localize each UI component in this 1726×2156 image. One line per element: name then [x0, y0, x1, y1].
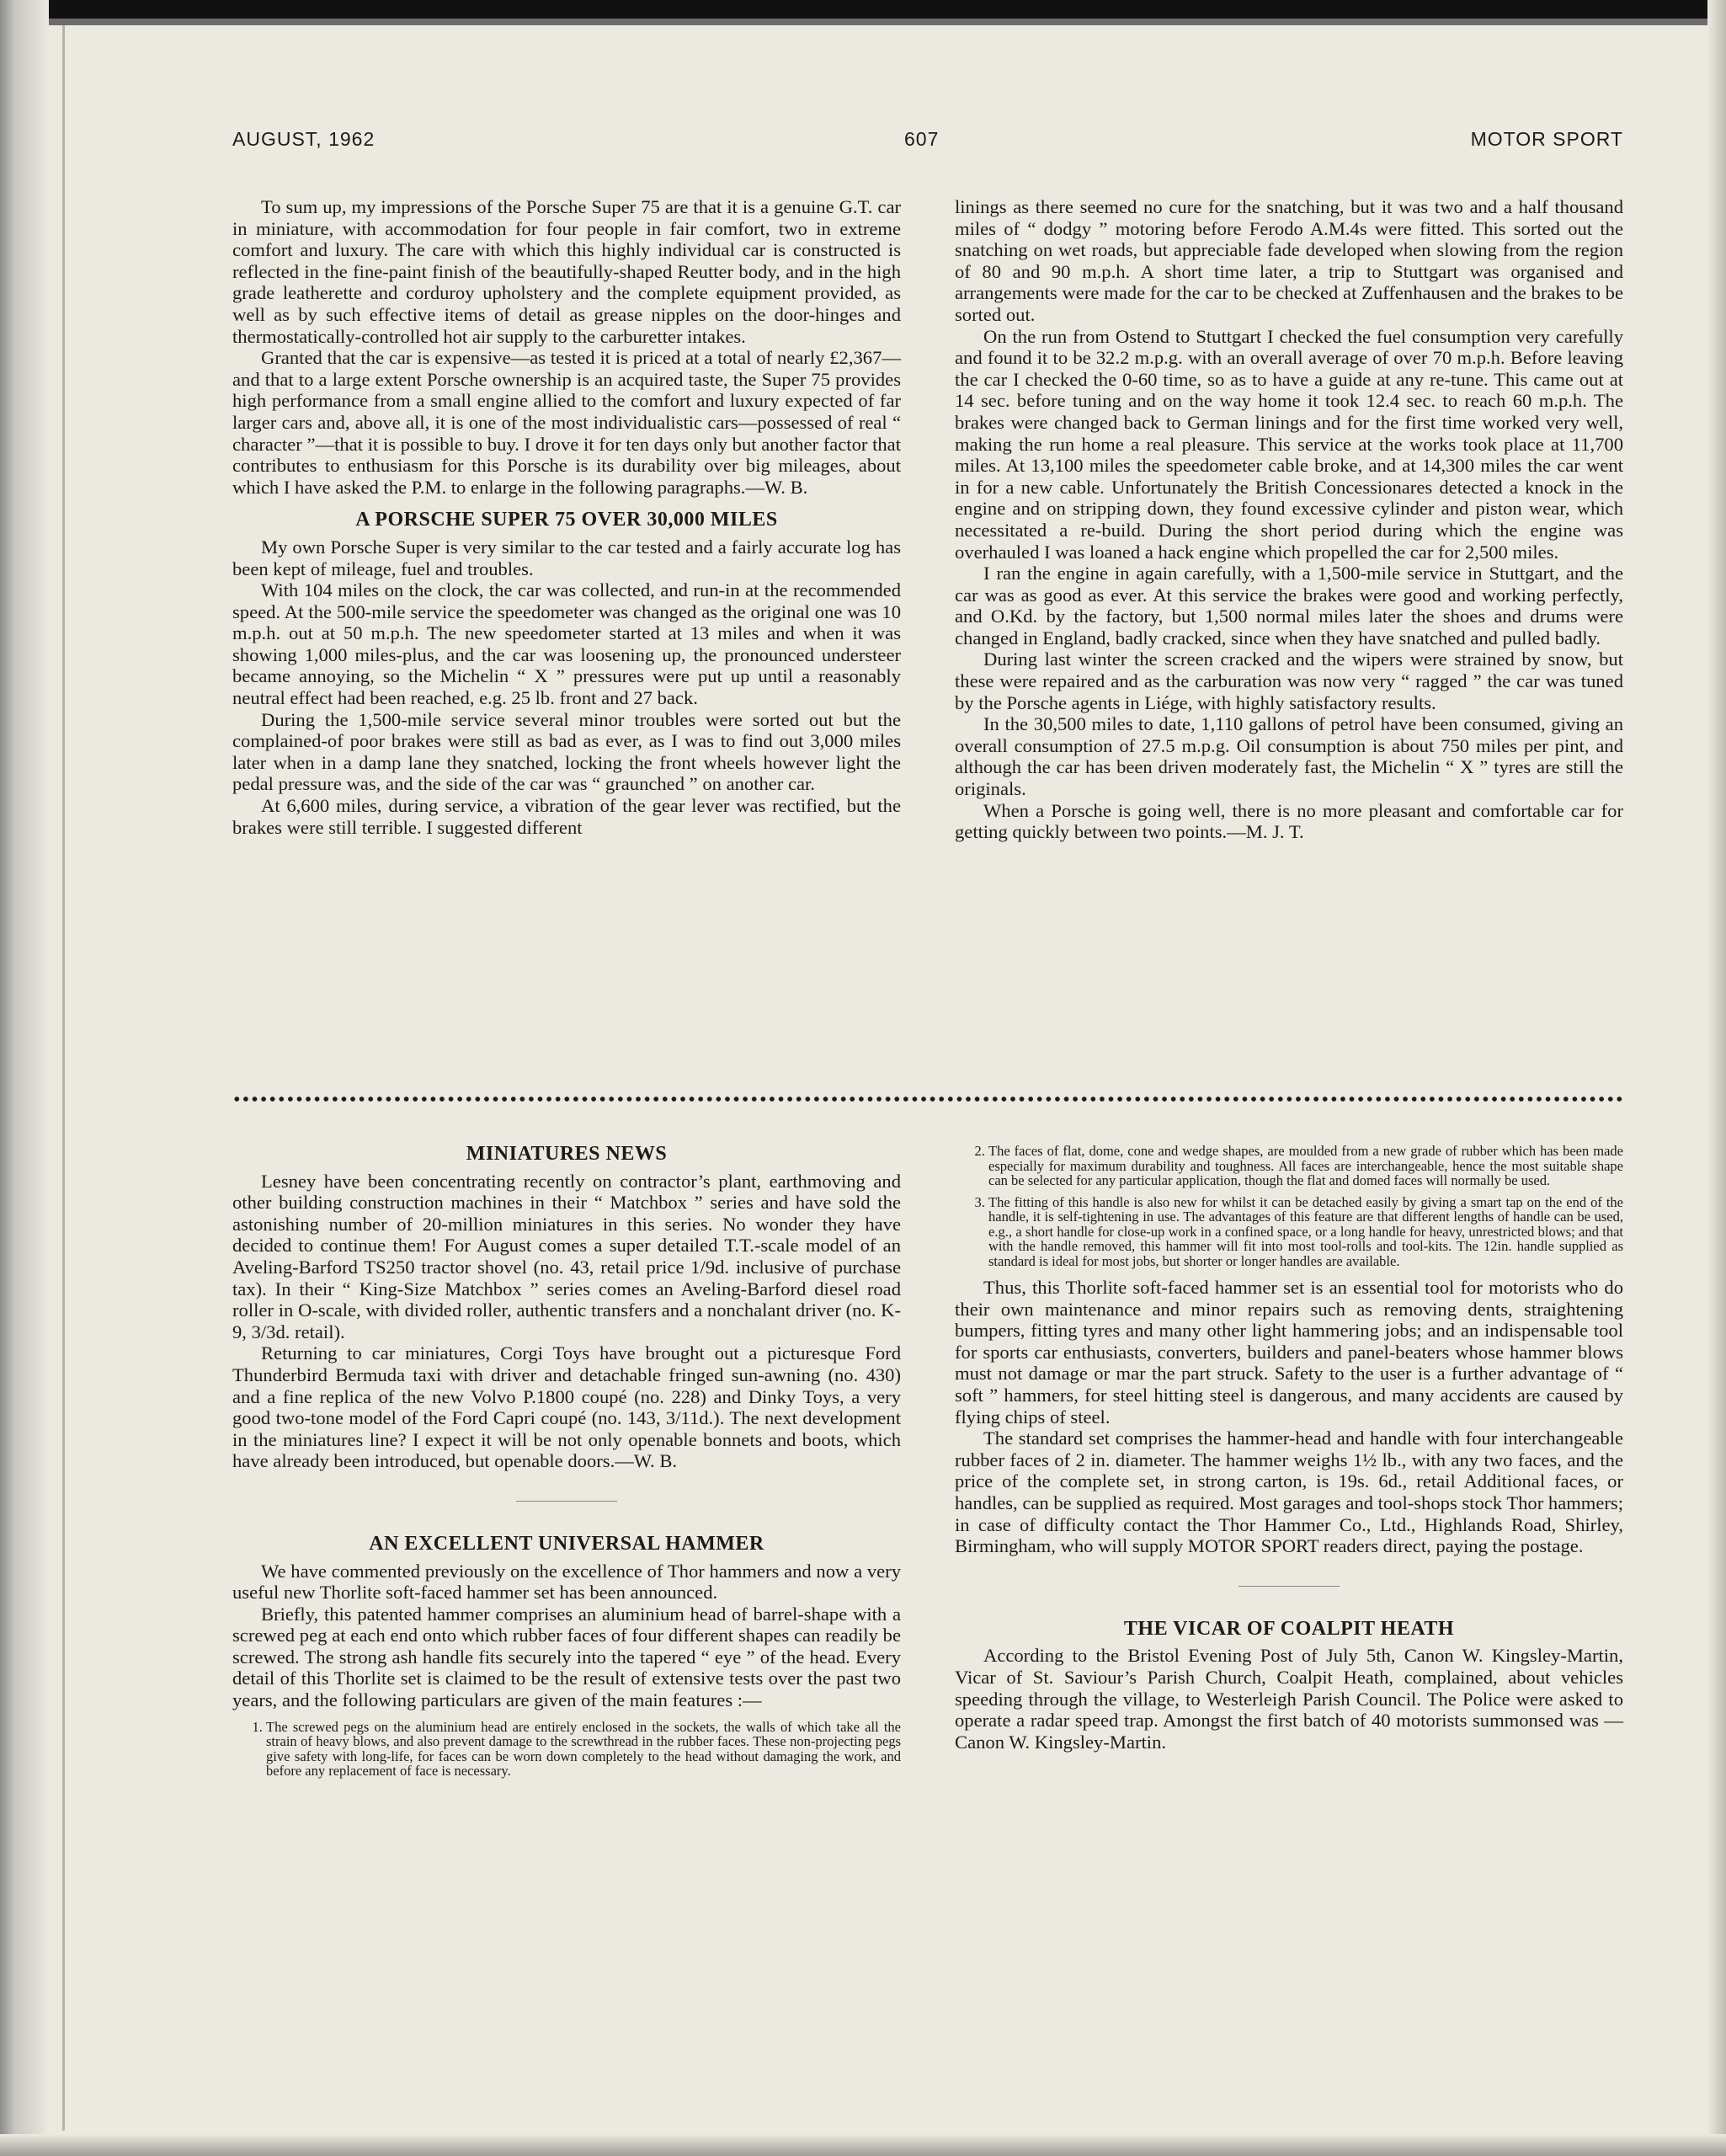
paragraph: During last winter the screen cracked and the wipers were strained by snow, but these were repaired and as the carburation was now very “ ragged ” the car was tuned by the Porsche agents in Liége, with highly satisfactory results. — [955, 648, 1623, 713]
paragraph: Granted that the car is expensive—as tested it is priced at a total of nearly £2,367—and that to a large extent Porsche ownership is an acquired taste, the Super 75 provides high performance from a small engine allied to the comfort and luxury expected of far larger cars and, above all, it is one of the most individualistic cars—possessed of real “ character ”—that it is possible to buy. I drove it for ten days only but another factor that contributes to enthusiasm for this Porsche is its durability over big mileages, about which I have asked the P.M. to enlarge in the following paragraphs.—W. B. — [232, 347, 901, 498]
paragraph: Returning to car miniatures, Corgi Toys have brought out a picturesque Ford Thunderbird Bermuda taxi with driver and detachable fringed sun-awning (no. 430) and a fine replica of the new Volvo P.1800 coupé (no. 228) and Dinky Toys, a very good two-tone model of the Ford Capri coupé (no. 143, 3/11d.). The next development in the miniatures line? I expect it will be not only openable bonnets and boots, which have already been introduced, but openable doors.—W. B. — [232, 1342, 901, 1472]
section-separator — [1239, 1586, 1340, 1587]
paragraph: Thus, this Thorlite soft-faced hammer set is an essential tool for motorists who do their own maintenance and minor repairs such as removing dents, straightening bumpers, fitting tyres and many other light hammering jobs; and an indispensable tool for sports car enthusiasts, converters, builders and panel-beaters whose hammer blows must not damage or mar the part struck. Safety to the user is a further advantage of “ soft ” hammers, for steel hitting steel is dangerous, and many accidents are caused by flying chips of steel. — [955, 1277, 1623, 1428]
feature-list — [232, 1720, 901, 1779]
feature-list-continued — [955, 1144, 1623, 1268]
paragraph: linings as there seemed no cure for the snatching, but it was two and a half thousand miles of “ dodgy ” motoring before Ferodo A.M.4s were fitted. This sorted out the snatching on wet roads, but appreciable fade developed when slowing from the region of 80 and 90 m.p.h. A short time later, a trip to Stuttgart was organised and arrangements were made for the car to be checked at Zuffenhausen and the brakes to be sorted out. — [955, 196, 1623, 325]
paragraph: With 104 miles on the clock, the car was collected, and run-in at the recommended speed. At the 500-mile service the speedometer was changed as the original one was 10 m.p.h. out at 50 m.p.h. The new speedometer started at 13 miles and when it was showing 1,000 miles-plus, and the car was loosening up, the pronounced understeer became annoying, so the Michelin “ X ” pressures were put up until a reasonably neutral effect had been reached, e.g. 25 lb. front and 27 back. — [232, 579, 901, 709]
paragraph: In the 30,500 miles to date, 1,110 gallons of petrol have been consumed, giving an overall consumption of 27.5 m.p.g. Oil consumption is about 750 miles per pint, and although the car has been driven moderately fast, the Michelin “ X ” tyres are still the originals. — [955, 713, 1623, 800]
paragraph: Lesney have been concentrating recently on contractor’s plant, earthmoving and other building construction machines in their “ Matchbox ” series and have sold the astonishing number of 20-million miniatures in this series. No wonder they have decided to continue them! For August comes a super detailed T.T.-scale model of an Aveling-Barford TS250 tractor shovel (no. 43, retail price 1/9d. inclusive of purchase tax). In their “ King-Size Matchbox ” series comes an Aveling-Barford diesel road roller in O-scale, with divided roller, authentic transfers and a nonchalant driver (no. K-9, 3/3d. retail). — [232, 1170, 901, 1342]
paragraph: I ran the engine in again carefully, with a 1,500-mile service in Stuttgart, and the car was as good as ever. At this service the brakes were good and working perfectly, and O.Kd. by the factory, but 1,500 normal miles later the shoes and drums were changed in England, badly cracked, since when they have snatched and pulled badly. — [955, 563, 1623, 648]
running-head — [232, 128, 1623, 162]
paragraph: The standard set comprises the hammer-head and handle with four interchangeable rubber faces of 2 in. diameter. The hammer weighs 1½ lb., with any two faces, and the price of the complete set, in strong carton, is 19s. 6d., retail Additional faces, or handles, can be supplied as required. Most garages and tool-shops stock Thor hammers; in case of difficulty contact the Thor Hammer Co., Ltd., Highlands Road, Shirley, Birmingham, who will supply MOTOR SPORT readers direct, paying the postage. — [955, 1428, 1623, 1557]
page-fold-line — [62, 25, 65, 2131]
paragraph: My own Porsche Super is very similar to the car tested and a fairly accurate log has been kept of mileage, fuel and troubles. — [232, 536, 901, 579]
section-heading-vicar: THE VICAR OF COALPIT HEATH — [1123, 1617, 1455, 1640]
section-heading-hammer: AN EXCELLENT UNIVERSAL HAMMER — [369, 1532, 764, 1555]
page-top-shadow — [0, 0, 1726, 19]
magazine-title: MOTOR SPORT — [1470, 128, 1623, 150]
page-top-shadow-lower — [0, 19, 1726, 25]
feature-item: 1. The screwed pegs on the aluminium head are entirely enclosed in the sockets, the walls of which take all the strain of heavy blows, and also prevent damage to the screwthread in the rubber faces. These non-projecting pegs give safety with long-life, for faces can be worn down completely to the head without damaging the work, and before any replacement of face is necessary. — [266, 1720, 901, 1779]
page-binding-edge — [0, 0, 49, 2156]
section-heading-porsche: A PORSCHE SUPER 75 OVER 30,000 MILES — [355, 509, 778, 531]
section-heading-miniatures: MINIATURES NEWS — [466, 1143, 668, 1165]
page-bottom-edge — [0, 2134, 1726, 2156]
page-number: 607 — [904, 128, 940, 150]
page-right-edge — [1707, 0, 1726, 2156]
paragraph: To sum up, my impressions of the Porsche Super 75 are that it is a genuine G.T. car in miniature, with accommodation for four people in fair comfort, two in extreme comfort and luxury. The care with which this highly individual car is constructed is reflected in the fine-paint finish of the beautifully-shaped Reutter body, and in the high grade leatherette and corduroy upholstery and the complete equipment provided, as well as by such effective items of detail as grease nipples on the door-hinges and thermostatically-controlled hot air supply to the carburetter intakes. — [232, 196, 901, 347]
paragraph: According to the Bristol Evening Post of July 5th, Canon W. Kingsley-Martin, Vicar of St. Saviour’s Parish Church, Coalpit Heath, complained, about vehicles speeding through the village, to Westerleigh Parish Council. The Police were asked to operate a radar speed trap. Amongst the first batch of 40 motorists summonsed was — Canon W. Kingsley-Martin. — [955, 1645, 1623, 1753]
article-column-4 — [955, 1144, 1623, 1753]
section-separator — [516, 1501, 617, 1502]
feature-item: 3. The fitting of this handle is also new for whilst it can be detached easily by giving a smart tap on the end of the handle, it is self-tightening in use. The advantages of this feature are that different lengths of handle can be used, e.g., a short handle for close-up work in a confined space, or a long handle for heavy, unrestricted blows; and that with the handle removed, this hammer will fit into most tool-rolls and tool-kits. The 12in. handle supplied as standard is ideal for most jobs, but shorter or longer handles are available. — [988, 1195, 1623, 1269]
paragraph: Briefly, this patented hammer comprises an aluminium head of barrel-shape with a screwed peg at each end onto which rubber faces of four different shapes can readily be screwed. The strong ash handle fits securely into the tapered “ eye ” of the head. Every detail of this Thorlite set is claimed to be the result of extensive tests over the past two years, and the following particulars are given of the main features :— — [232, 1603, 901, 1711]
issue-date: AUGUST, 1962 — [232, 128, 376, 150]
article-column-3 — [232, 1144, 901, 1787]
article-column-1 — [232, 196, 901, 838]
paragraph: During the 1,500-mile service several minor troubles were sorted out but the complained-of poor brakes were still as bad as ever, as I was to find out 3,000 miles later when in a damp lane they snatched, locking the front wheels however light the pedal pressure was, and the side of the car was “ graunched ” on another car. — [232, 708, 901, 795]
paragraph: We have commented previously on the excellence of Thor hammers and now a very useful new Thorlite soft-faced hammer set has been announced. — [232, 1560, 901, 1604]
paragraph: When a Porsche is going well, there is no more pleasant and comfortable car for getting quickly between two points.—M. J. T. — [955, 799, 1623, 843]
ornamental-divider — [232, 1094, 1623, 1104]
paragraph: On the run from Ostend to Stuttgart I checked the fuel consumption very carefully and found it to be 32.2 m.p.g. with an overall average of over 70 m.p.h. Before leaving the car I checked the 0-60 time, so as to have a guide at any re-tune. This came out at 14 sec. before tuning and on the way home it took 12.4 sec. to reach 60 m.p.h. The brakes were changed back to German linings and for the first time worked very well, making the run home a real pleasure. This service at the works took place at 11,700 miles. At 13,100 miles the speedometer cable broke, and at 14,300 miles the car went in for a new cable. Unfortunately the British Concessionares detected a knock in the engine and on stripping down, they found excessive cylinder and piston wear, which necessitated a re-build. During the short period during which the engine was overhauled I was loaned a hack engine which propelled the car for 2,500 miles. — [955, 325, 1623, 563]
paragraph: At 6,600 miles, during service, a vibration of the gear lever was rectified, but the brakes were still terrible. I suggested different — [232, 795, 901, 838]
article-column-2 — [955, 196, 1623, 843]
feature-item: 2. The faces of flat, dome, cone and wedge shapes, are moulded from a new grade of rubber which has been made especially for maximum durability and toughness. All faces are interchangeable, hence the most suitable shape can be selected for any particular application, though the flat and domed faces will normally be used. — [988, 1144, 1623, 1188]
